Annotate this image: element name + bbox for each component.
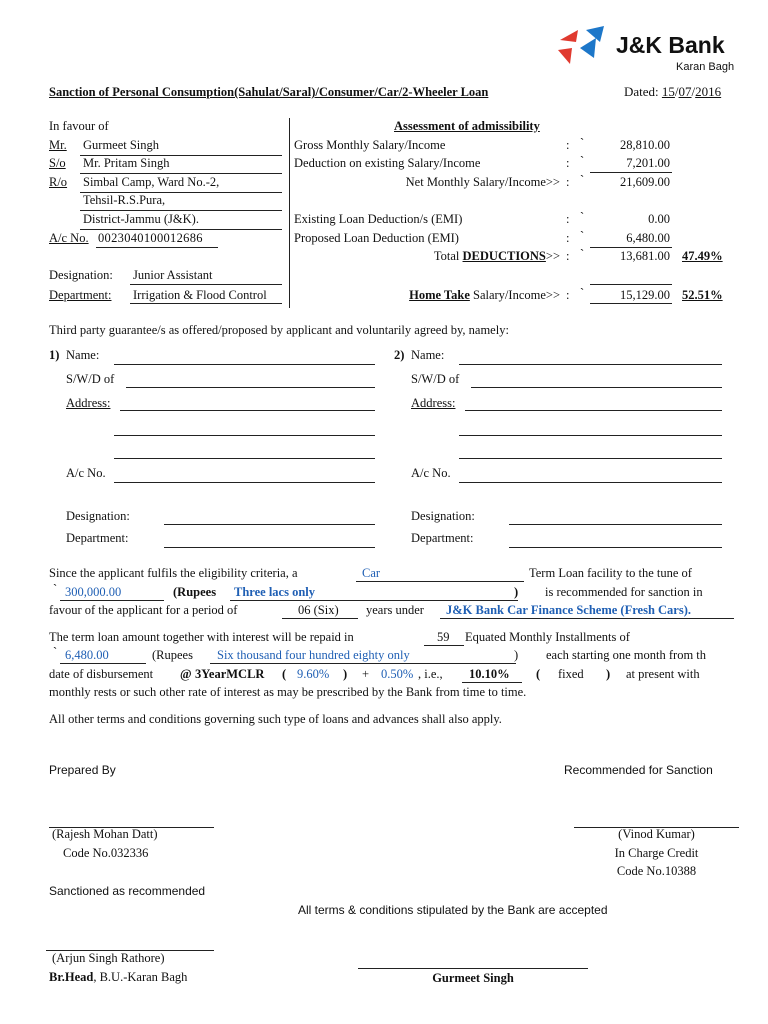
net-label: Net Monthly Salary/Income>> bbox=[405, 175, 560, 189]
ac-field[interactable] bbox=[114, 482, 375, 483]
para1-text: years under bbox=[366, 603, 424, 617]
name-label: Name: bbox=[411, 348, 445, 362]
colon: : bbox=[566, 138, 570, 152]
head-title bbox=[49, 970, 187, 985]
net-value: 21,609.00 bbox=[620, 175, 670, 189]
applicant-name: Gurmeet Singh bbox=[83, 138, 160, 152]
paren-open: ( bbox=[536, 667, 541, 681]
page-title: Sanction of Personal Consumption(Sahulat/Saral)/Consumer/Car/2-Wheeler Loan bbox=[49, 85, 489, 99]
para2-text: each starting one month from th bbox=[546, 648, 707, 662]
rupee-icon: ` bbox=[580, 154, 585, 168]
designation-label: Designation: bbox=[66, 509, 130, 523]
total-deductions-label bbox=[294, 249, 560, 264]
total-deductions-percent: 47.49% bbox=[682, 249, 723, 263]
address-field[interactable] bbox=[114, 458, 375, 459]
total-word: DEDUCTIONS bbox=[462, 249, 546, 263]
para2-text: date of disbursement bbox=[49, 667, 154, 681]
para2-text: at present with bbox=[626, 667, 700, 681]
paren-open: ( bbox=[282, 667, 287, 681]
colon: : bbox=[566, 175, 570, 189]
ac-label: A/c No. bbox=[411, 466, 451, 480]
spread-rate: 0.50% bbox=[381, 667, 414, 681]
recommender-name: (Vinod Kumar) bbox=[618, 827, 695, 841]
colon: : bbox=[566, 212, 570, 226]
para2-text: monthly rests or such other rate of interest as may be prescribed by the Bank from time to time. bbox=[49, 685, 527, 699]
address-line: District-Jammu (J&K). bbox=[83, 212, 199, 226]
address-label: Address: bbox=[66, 396, 111, 410]
para3-text: All other terms and conditions governing such type of loans and advances shall also apply. bbox=[49, 712, 502, 726]
loan-amount: 300,000.00 bbox=[65, 585, 122, 599]
colon: : bbox=[566, 249, 570, 263]
head-name: (Arjun Singh Rathore) bbox=[52, 951, 165, 965]
colon: : bbox=[566, 288, 570, 302]
paren-close: ) bbox=[343, 667, 348, 681]
rupees-close: ) bbox=[514, 648, 519, 662]
mclr-rate: 9.60% bbox=[297, 667, 330, 681]
rupees-close: ) bbox=[514, 585, 519, 599]
home-take-value: 15,129.00 bbox=[620, 288, 670, 302]
existing-emi-label: Existing Loan Deduction/s (EMI) bbox=[294, 212, 463, 226]
gross-value: 28,810.00 bbox=[620, 138, 670, 152]
rupee-icon: ` bbox=[53, 582, 58, 596]
preparer-code: Code No.032336 bbox=[63, 846, 149, 860]
ro-label: R/o bbox=[49, 175, 68, 189]
recommended-label: Recommended for Sanction bbox=[564, 763, 713, 777]
date-sep: / bbox=[691, 84, 696, 99]
designation-field[interactable] bbox=[509, 524, 722, 525]
effective-rate: 10.10% bbox=[469, 667, 510, 681]
home-take-word: Home Take bbox=[409, 288, 470, 302]
address-field[interactable] bbox=[459, 458, 722, 459]
total-suffix: >> bbox=[545, 249, 560, 263]
guarantor-number: 1) bbox=[49, 348, 60, 362]
rupees-open: (Rupees bbox=[152, 648, 193, 662]
rupee-icon: ` bbox=[580, 173, 585, 187]
prepared-by-label: Prepared By bbox=[49, 763, 116, 777]
installments-count: 59 bbox=[437, 630, 450, 644]
department-label: Department: bbox=[411, 531, 474, 545]
colon: : bbox=[566, 156, 570, 170]
department-label: Department: bbox=[66, 531, 129, 545]
ac-field[interactable] bbox=[459, 482, 722, 483]
emi-words: Six thousand four hundred eighty only bbox=[217, 648, 410, 662]
home-take-label bbox=[294, 288, 560, 303]
so-label: S/o bbox=[49, 156, 66, 170]
swd-field[interactable] bbox=[126, 387, 375, 388]
head-title-bold: Br.Head bbox=[49, 970, 94, 984]
total-prefix: Total bbox=[433, 249, 460, 263]
address-field[interactable] bbox=[120, 410, 375, 411]
para1-text: is recommended for sanction in bbox=[545, 585, 703, 599]
ac-label: A/c No. bbox=[49, 231, 89, 245]
address-field[interactable] bbox=[465, 410, 722, 411]
department-field[interactable] bbox=[509, 547, 722, 548]
para2-text: Equated Monthly Installments of bbox=[465, 630, 630, 644]
assessment-heading: Assessment of admissibility bbox=[394, 119, 540, 133]
rupee-icon: ` bbox=[580, 229, 585, 243]
rate-type: fixed bbox=[558, 667, 584, 681]
proposed-emi-label: Proposed Loan Deduction (EMI) bbox=[294, 231, 459, 245]
home-take-percent: 52.51% bbox=[682, 288, 723, 302]
rupee-icon: ` bbox=[580, 247, 585, 261]
address-line: Simbal Camp, Ward No.-2, bbox=[83, 175, 220, 189]
gross-label: Gross Monthly Salary/Income bbox=[294, 138, 446, 152]
emi-amount: 6,480.00 bbox=[65, 648, 109, 662]
loan-type: Car bbox=[362, 566, 381, 580]
address-line: Tehsil-R.S.Pura, bbox=[83, 193, 166, 207]
mr-label: Mr. bbox=[49, 138, 67, 152]
para1-text: favour of the applicant for a period of bbox=[49, 603, 238, 617]
rupee-icon: ` bbox=[53, 645, 58, 659]
bank-logo-icon bbox=[556, 24, 616, 68]
home-take-suffix: Salary/Income>> bbox=[473, 288, 560, 302]
plus-sign: + bbox=[362, 667, 370, 681]
acceptance-statement: All terms & conditions stipulated by the Bank are accepted bbox=[298, 903, 608, 917]
dated-label: Dated: bbox=[624, 84, 659, 99]
para2-text: The term loan amount together with interest will be repaid in bbox=[49, 630, 354, 644]
swd-field[interactable] bbox=[471, 387, 722, 388]
department-field[interactable] bbox=[164, 547, 375, 548]
deduction-value: 7,201.00 bbox=[626, 156, 670, 170]
rupee-icon: ` bbox=[580, 210, 585, 224]
name-label: Name: bbox=[66, 348, 100, 362]
rupee-icon: ` bbox=[580, 286, 585, 300]
designation-label: Designation: bbox=[411, 509, 475, 523]
name-field[interactable] bbox=[459, 364, 722, 365]
address-field[interactable] bbox=[114, 435, 375, 436]
department-label: Department: bbox=[49, 288, 112, 302]
mclr-label: 3YearMCLR bbox=[195, 667, 265, 681]
proposed-emi-value: 6,480.00 bbox=[626, 231, 670, 245]
para1-text: Since the applicant fulfils the eligibility criteria, a bbox=[49, 566, 298, 580]
guarantor-number: 2) bbox=[394, 348, 405, 362]
amount-words: Three lacs only bbox=[234, 585, 316, 599]
bank-name: J&K Bank bbox=[616, 32, 725, 58]
designation-value: Junior Assistant bbox=[133, 268, 213, 282]
existing-emi-value: 0.00 bbox=[648, 212, 670, 226]
date-sep: / bbox=[674, 84, 679, 99]
designation-field[interactable] bbox=[164, 524, 375, 525]
borrower-name: Gurmeet Singh bbox=[432, 971, 514, 985]
scheme-name: J&K Bank Car Finance Scheme (Fresh Cars). bbox=[446, 603, 692, 617]
designation-label: Designation: bbox=[49, 268, 113, 282]
head-title-rest: , B.U.-Karan Bagh bbox=[93, 970, 188, 984]
rupees-open: (Rupees bbox=[173, 585, 217, 599]
paren-close: ) bbox=[606, 667, 611, 681]
bank-branch: Karan Bagh bbox=[676, 61, 735, 73]
date-year: 2016 bbox=[695, 84, 722, 99]
name-field[interactable] bbox=[114, 364, 375, 365]
father-name: Mr. Pritam Singh bbox=[83, 156, 170, 170]
department-value: Irrigation & Flood Control bbox=[133, 288, 267, 302]
recommender-code: Code No.10388 bbox=[616, 864, 697, 878]
loan-period: 06 (Six) bbox=[298, 603, 339, 617]
total-deductions-value: 13,681.00 bbox=[620, 249, 670, 263]
date-day: 15 bbox=[661, 84, 675, 99]
rupee-icon: ` bbox=[580, 136, 585, 150]
guarantee-intro: Third party guarantee/s as offered/proposed by applicant and voluntarily agreed by, namely: bbox=[49, 323, 509, 337]
date-block bbox=[624, 84, 721, 100]
preparer-name: (Rajesh Mohan Datt) bbox=[52, 827, 158, 841]
colon: : bbox=[566, 231, 570, 245]
at-sign: @ bbox=[180, 667, 192, 681]
in-favour-label: In favour of bbox=[49, 119, 109, 133]
swd-label: S/W/D of bbox=[411, 372, 460, 386]
para1-text: Term Loan facility to the tune of bbox=[529, 566, 692, 580]
ie-text: , i.e., bbox=[418, 667, 443, 681]
deduction-label: Deduction on existing Salary/Income bbox=[294, 156, 481, 170]
address-field[interactable] bbox=[459, 435, 722, 436]
ac-label: A/c No. bbox=[66, 466, 106, 480]
swd-label: S/W/D of bbox=[66, 372, 115, 386]
date-month: 07 bbox=[678, 84, 692, 99]
sanctioned-label: Sanctioned as recommended bbox=[49, 884, 206, 898]
account-number: 0023040100012686 bbox=[98, 231, 203, 245]
address-label: Address: bbox=[411, 396, 456, 410]
recommender-title: In Charge Credit bbox=[614, 846, 699, 860]
